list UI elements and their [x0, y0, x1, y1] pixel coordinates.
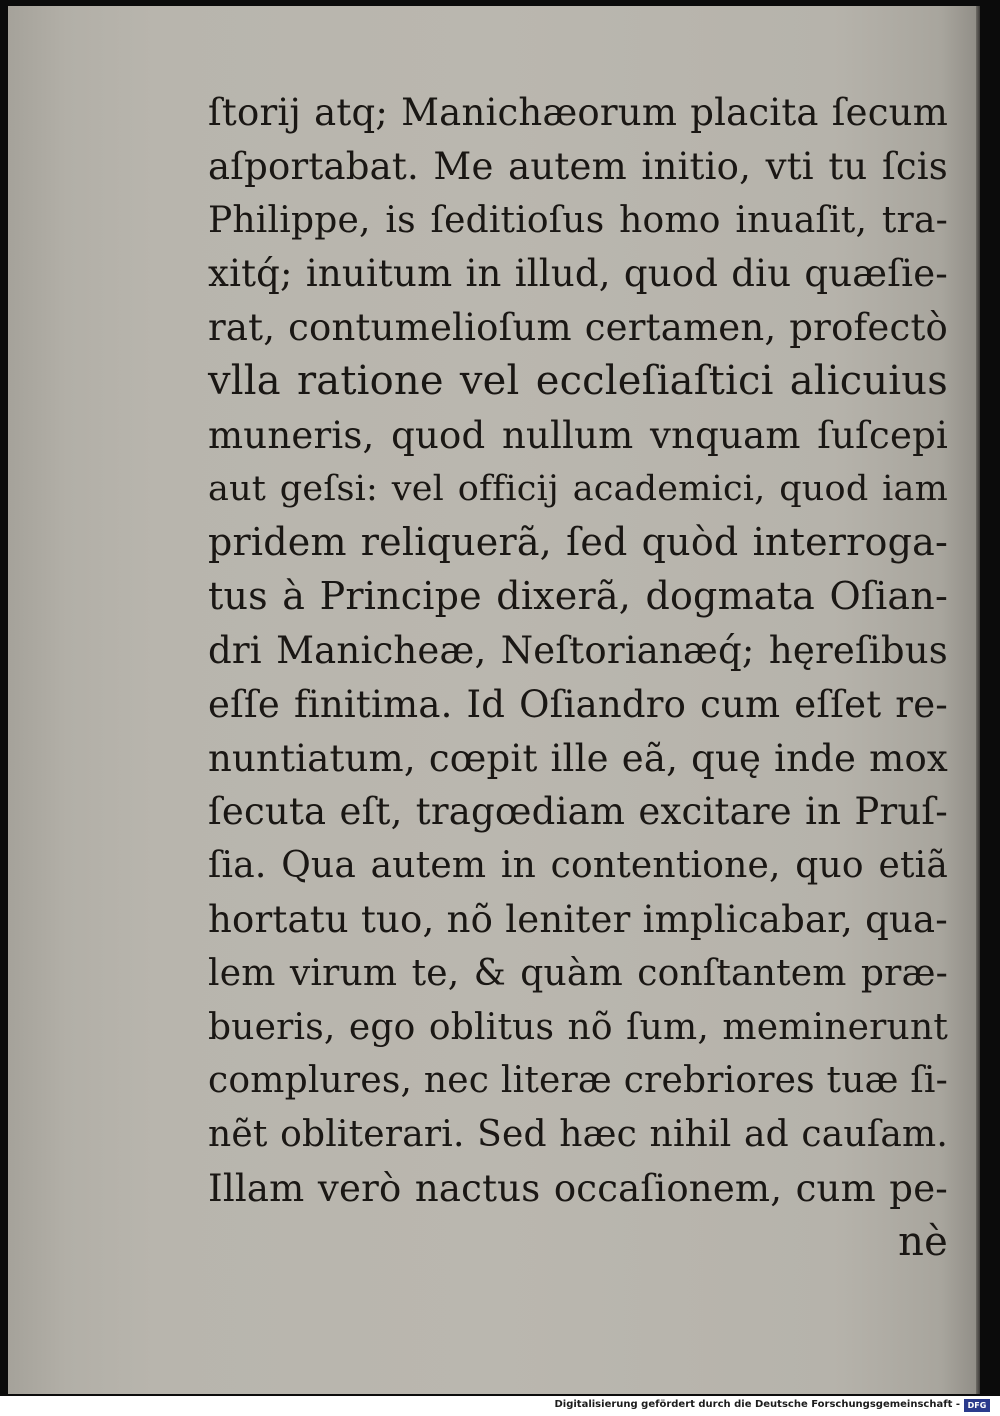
text-line: tus à Principe dixerã, dogmata Oſian- — [208, 574, 948, 619]
text-line: complures, nec literæ crebriores tuæ ſi- — [208, 1060, 948, 1102]
text-line: eſſe finitima. Id Oſiandro cum eſſet re- — [208, 682, 948, 726]
text-line: bueris, ego oblitus nõ ſum, meminerunt — [208, 1006, 948, 1048]
text-line: aut geſsi: vel officij academici, quod iam — [208, 468, 948, 509]
text-line: ſecuta eſt, tragœdiam excitare in Pruſ- — [208, 790, 948, 834]
text-line: muneris, quod nullum vnquam ſuſcepi — [208, 413, 948, 457]
page-edge — [976, 6, 980, 1394]
text-line: nẽt obliterari. Sed hæc nihil ad cauſam. — [208, 1114, 948, 1156]
text-line: pridem reliquerã, ſed quòd interroga- — [208, 520, 948, 565]
catchword: nè — [898, 1218, 948, 1265]
text-line: lem virum te, & quàm conſtantem præ- — [208, 952, 948, 994]
text-line: ſia. Qua autem in contentione, quo etiã — [208, 845, 948, 887]
text-line: hortatu tuo, nõ leniter implicabar, qua- — [208, 897, 948, 941]
footer-bar — [0, 1396, 1000, 1416]
text-line: dri Manicheæ, Neſtorianæq́; hęreſibus — [208, 628, 948, 672]
text-line: aſportabat. Me autem initio, vti tu ſcis — [208, 144, 948, 188]
text-line: Illam verò nactus occaſionem, cum pe- — [208, 1166, 948, 1210]
text-line: rat, contumelioſum certamen, profectò — [208, 306, 948, 350]
funding-credit: Digitalisierung gefördert durch die Deutsche Forschungsgemeinschaft - — [554, 1399, 960, 1410]
book-page — [8, 6, 980, 1394]
text-line: ſtorij atq; Manichæorum placita ſecum — [208, 91, 948, 134]
text-block — [208, 86, 948, 1270]
text-line: xitq́; inuitum in illud, quod diu quæſie- — [208, 252, 948, 296]
text-line: Philippe, is ſeditioſus homo inuaſit, tra- — [208, 199, 948, 241]
text-line: vlla ratione vel eccleſiaſtici alicuius — [208, 357, 948, 404]
text-line: nuntiatum, cœpit ille eã, quę inde mox — [208, 736, 948, 780]
dfg-logo-icon: DFG — [964, 1399, 990, 1412]
